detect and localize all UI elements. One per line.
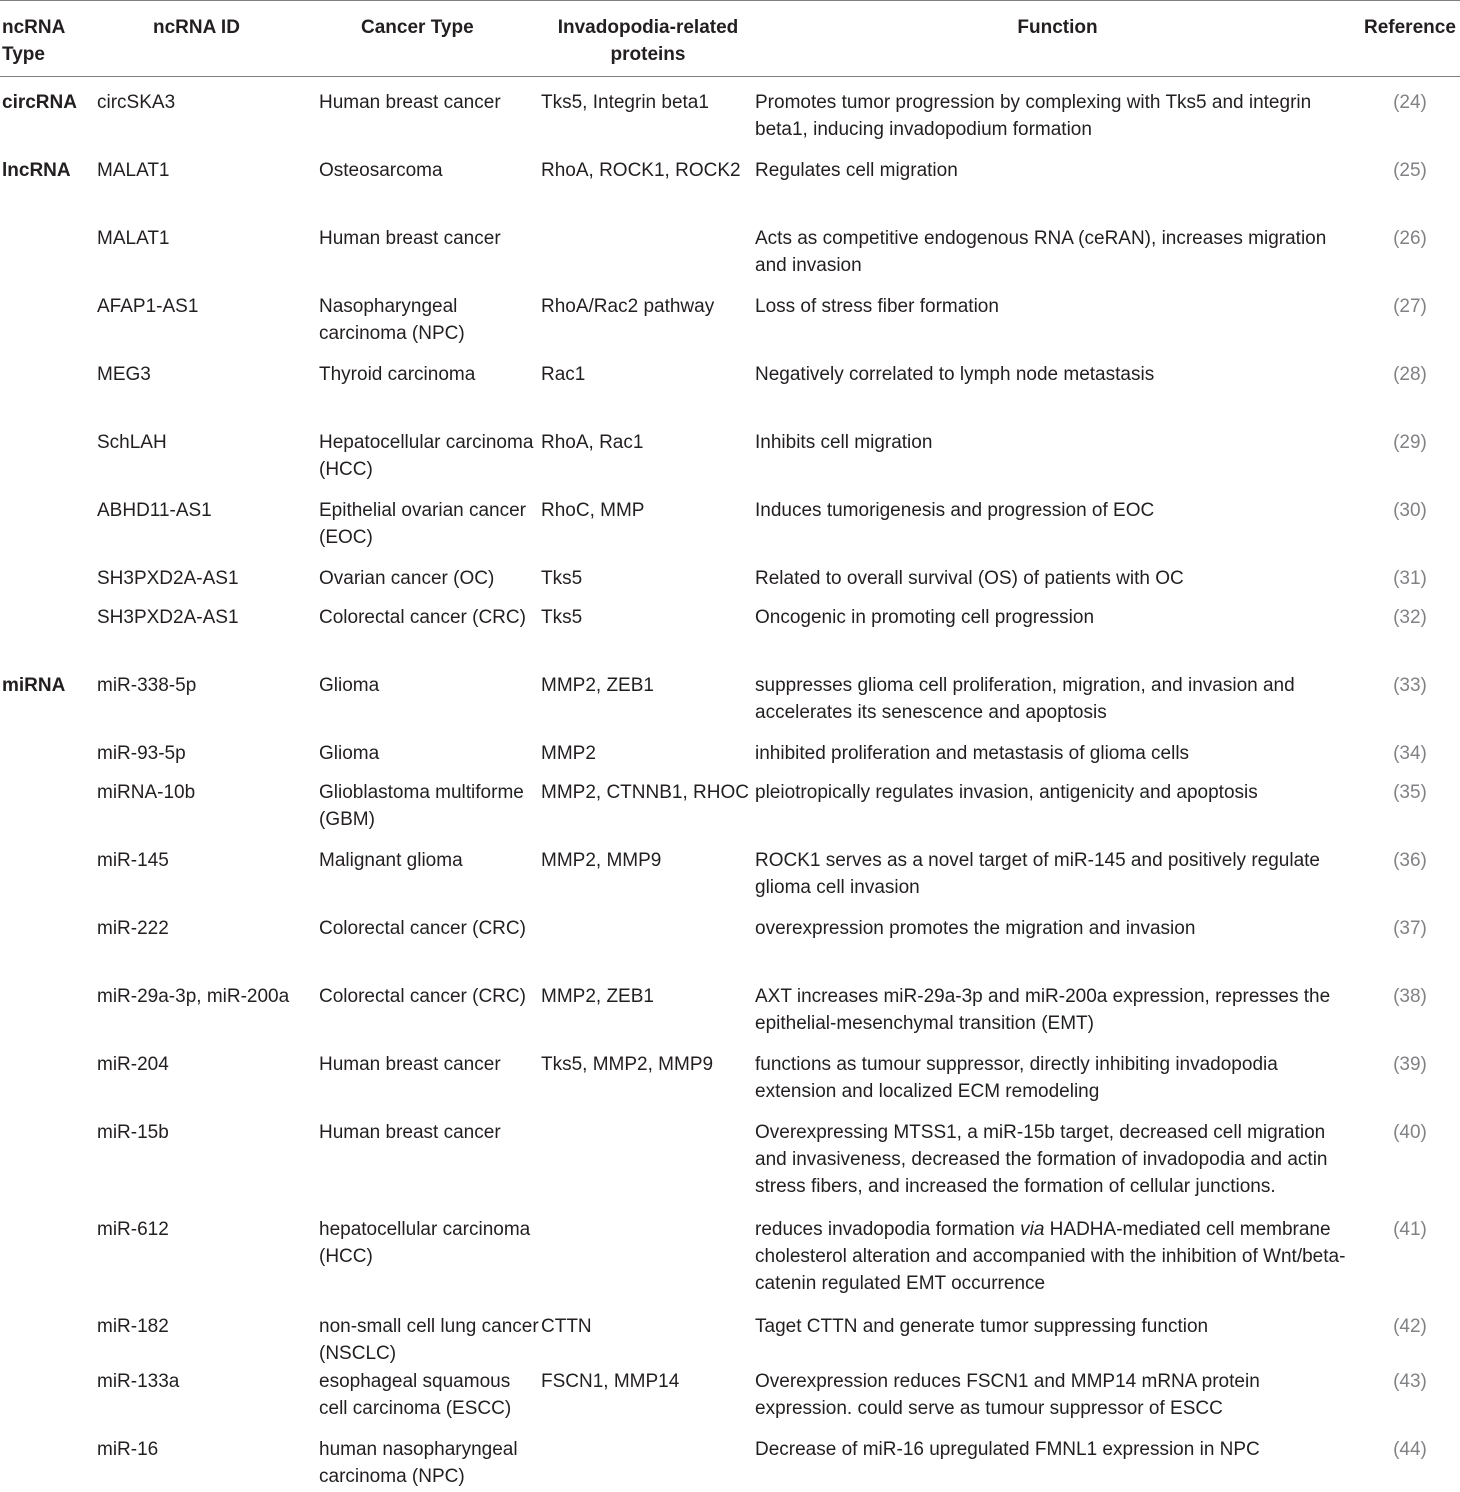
cell-cancer: Colorectal cancer (CRC) bbox=[319, 607, 526, 628]
cell-proteins: Tks5, MMP2, MMP9 bbox=[541, 1054, 714, 1075]
cell-reference: (43) bbox=[1393, 1371, 1427, 1392]
cell-function: ROCK1 serves as a novel target of miR-145 and positively regulate glioma cell invasion bbox=[755, 850, 1320, 898]
cell-cancer: Thyroid carcinoma bbox=[319, 364, 476, 385]
table-row bbox=[0, 485, 1460, 553]
header-function: Function bbox=[1017, 17, 1098, 38]
cell-type bbox=[0, 1039, 97, 1107]
cell-cancer: Malignant glioma bbox=[319, 850, 463, 871]
cell-proteins bbox=[541, 903, 755, 971]
cell-type bbox=[0, 213, 97, 281]
cell-proteins bbox=[541, 213, 755, 281]
cell-reference: (26) bbox=[1393, 228, 1427, 249]
cell-type bbox=[0, 1424, 97, 1492]
cell-function: AXT increases miR-29a-3p and miR-200a expression, represses the epithelial-mesenchymal transition (EMT) bbox=[755, 986, 1331, 1034]
header-cancer-type: Cancer Type bbox=[361, 17, 474, 38]
cell-proteins bbox=[541, 1107, 755, 1204]
cell-proteins: MMP2, ZEB1 bbox=[541, 986, 654, 1007]
cell-id: miR-16 bbox=[97, 1439, 159, 1460]
table-row bbox=[0, 213, 1460, 281]
cell-function: Negatively correlated to lymph node metastasis bbox=[755, 364, 1155, 385]
table-row bbox=[0, 145, 1460, 213]
cell-id: miR-204 bbox=[97, 1054, 169, 1075]
cell-function: Regulates cell migration bbox=[755, 160, 958, 181]
cell-type: lncRNA bbox=[2, 160, 71, 181]
cell-cancer: hepatocellular carcinoma (HCC) bbox=[319, 1219, 531, 1267]
table-row bbox=[0, 592, 1460, 660]
cell-proteins: RhoA, Rac1 bbox=[541, 432, 644, 453]
cell-id: miR-612 bbox=[97, 1219, 169, 1240]
header-ncrna-type: ncRNA Type bbox=[2, 17, 65, 65]
cell-reference: (44) bbox=[1393, 1439, 1427, 1460]
cell-function: Acts as competitive endogenous RNA (ceRAN), increases migration and invasion bbox=[755, 228, 1327, 276]
table-row bbox=[0, 77, 1460, 145]
cell-reference: (27) bbox=[1393, 296, 1427, 317]
cell-type bbox=[0, 1204, 97, 1301]
cell-id: miR-15b bbox=[97, 1122, 169, 1143]
cell-id: SH3PXD2A-AS1 bbox=[97, 568, 239, 589]
cell-type bbox=[0, 553, 97, 592]
cell-function: Taget CTTN and generate tumor suppressing function bbox=[755, 1316, 1209, 1337]
table-row bbox=[0, 767, 1460, 835]
cell-reference: (35) bbox=[1393, 782, 1427, 803]
cell-proteins bbox=[541, 1424, 755, 1492]
cell-function: Related to overall survival (OS) of patients with OC bbox=[755, 568, 1184, 589]
cell-type bbox=[0, 1356, 97, 1424]
cell-cancer: Human breast cancer bbox=[319, 228, 501, 249]
cell-reference: (42) bbox=[1393, 1316, 1427, 1337]
cell-function: Decrease of miR-16 upregulated FMNL1 expression in NPC bbox=[755, 1439, 1260, 1460]
table-row bbox=[0, 971, 1460, 1039]
cell-proteins: Rac1 bbox=[541, 364, 586, 385]
function-text-pre: reduces invadopodia formation bbox=[755, 1219, 1021, 1240]
table-row bbox=[0, 835, 1460, 903]
table-row bbox=[0, 728, 1460, 767]
cell-reference: (36) bbox=[1393, 850, 1427, 871]
cell-id: miR-93-5p bbox=[97, 743, 186, 764]
cell-proteins: Tks5 bbox=[541, 607, 583, 628]
cell-function: Overexpression reduces FSCN1 and MMP14 mRNA protein expression. could serve as tumour suppressor of ESCC bbox=[755, 1371, 1260, 1419]
cell-id: MEG3 bbox=[97, 364, 151, 385]
cell-cancer: Ovarian cancer (OC) bbox=[319, 568, 495, 589]
cell-cancer: Epithelial ovarian cancer (EOC) bbox=[319, 500, 527, 548]
cell-reference: (39) bbox=[1393, 1054, 1427, 1075]
cell-type bbox=[0, 281, 97, 349]
cell-proteins: Tks5 bbox=[541, 568, 583, 589]
table-row bbox=[0, 417, 1460, 485]
cell-cancer: Glioblastoma multiforme (GBM) bbox=[319, 782, 524, 830]
cell-id: SH3PXD2A-AS1 bbox=[97, 607, 239, 628]
function-text-post: HADHA-mediated cell membrane cholesterol alteration and accompanied with the inhibition of Wnt/beta-catenin regulated EMT occurrence bbox=[755, 1219, 1346, 1294]
cell-reference: (28) bbox=[1393, 364, 1427, 385]
function-text-italic: via bbox=[1020, 1219, 1045, 1240]
cell-type bbox=[0, 485, 97, 553]
cell-function: Inhibits cell migration bbox=[755, 432, 933, 453]
cell-type bbox=[0, 767, 97, 835]
cell-function: pleiotropically regulates invasion, antigenicity and apoptosis bbox=[755, 782, 1258, 803]
table-row bbox=[0, 903, 1460, 971]
cell-type: circRNA bbox=[2, 92, 77, 113]
cell-type bbox=[0, 835, 97, 903]
table-row bbox=[0, 553, 1460, 592]
cell-reference: (25) bbox=[1393, 160, 1427, 181]
cell-cancer: Glioma bbox=[319, 743, 380, 764]
cell-function: inhibited proliferation and metastasis of glioma cells bbox=[755, 743, 1190, 764]
cell-id: MALAT1 bbox=[97, 160, 170, 181]
cell-cancer: non-small cell lung cancer (NSCLC) bbox=[319, 1316, 539, 1364]
cell-function: Overexpressing MTSS1, a miR-15b target, decreased cell migration and invasiveness, decreased the formation of invadopodia and actin stress fibers, and increased the formation of cellular junctions. bbox=[755, 1122, 1328, 1197]
cell-proteins: MMP2, CTNNB1, RHOC bbox=[541, 782, 749, 803]
table-row bbox=[0, 1424, 1460, 1492]
cell-id: miR-182 bbox=[97, 1316, 169, 1337]
cell-function: Induces tumorigenesis and progression of EOC bbox=[755, 500, 1155, 521]
cell-type bbox=[0, 1301, 97, 1356]
header-reference: Reference bbox=[1364, 17, 1456, 38]
cell-reference: (40) bbox=[1393, 1122, 1427, 1143]
cell-id: AFAP1-AS1 bbox=[97, 296, 199, 317]
cell-id: miR-133a bbox=[97, 1371, 180, 1392]
cell-id: miR-222 bbox=[97, 918, 169, 939]
cell-proteins: CTTN bbox=[541, 1316, 592, 1337]
table-row bbox=[0, 660, 1460, 728]
cell-cancer: Colorectal cancer (CRC) bbox=[319, 918, 526, 939]
cell-type bbox=[0, 592, 97, 660]
cell-id: MALAT1 bbox=[97, 228, 170, 249]
cell-cancer: Human breast cancer bbox=[319, 1122, 501, 1143]
cell-type bbox=[0, 728, 97, 767]
cell-id: miR-29a-3p, miR-200a bbox=[97, 986, 290, 1007]
cell-proteins bbox=[541, 1204, 755, 1301]
table-row bbox=[0, 349, 1460, 417]
cell-reference: (41) bbox=[1393, 1219, 1427, 1240]
table-row bbox=[0, 1039, 1460, 1107]
cell-id: miRNA-10b bbox=[97, 782, 196, 803]
cell-reference: (31) bbox=[1393, 568, 1427, 589]
cell-function: Loss of stress fiber formation bbox=[755, 296, 999, 317]
cell-proteins: RhoA/Rac2 pathway bbox=[541, 296, 715, 317]
table-row bbox=[0, 1356, 1460, 1424]
cell-reference: (33) bbox=[1393, 675, 1427, 696]
cell-cancer: Human breast cancer bbox=[319, 92, 501, 113]
cell-reference: (30) bbox=[1393, 500, 1427, 521]
cell-type bbox=[0, 971, 97, 1039]
cell-id: ABHD11-AS1 bbox=[97, 500, 212, 521]
cell-type bbox=[0, 1107, 97, 1204]
cell-reference: (24) bbox=[1393, 92, 1427, 113]
cell-type bbox=[0, 349, 97, 417]
cell-proteins: RhoA, ROCK1, ROCK2 bbox=[541, 160, 741, 181]
cell-type bbox=[0, 903, 97, 971]
cell-id: miR-145 bbox=[97, 850, 169, 871]
table-header bbox=[0, 1, 1460, 77]
header-proteins: Invadopodia-related proteins bbox=[557, 17, 739, 65]
cell-function: functions as tumour suppressor, directly inhibiting invadopodia extension and localized ECM remodeling bbox=[755, 1054, 1278, 1102]
cell-cancer: Hepatocellular carcinoma (HCC) bbox=[319, 432, 534, 480]
cell-reference: (32) bbox=[1393, 607, 1427, 628]
cell-cancer: Nasopharyngeal carcinoma (NPC) bbox=[319, 296, 465, 344]
table-row bbox=[0, 1204, 1460, 1301]
cell-id: miR-338-5p bbox=[97, 675, 197, 696]
cell-type bbox=[0, 417, 97, 485]
cell-id: circSKA3 bbox=[97, 92, 176, 113]
cell-cancer: Glioma bbox=[319, 675, 380, 696]
cell-proteins: Tks5, Integrin beta1 bbox=[541, 92, 709, 113]
cell-function: suppresses glioma cell proliferation, migration, and invasion and accelerates its senescence and apoptosis bbox=[755, 675, 1295, 723]
cell-proteins: FSCN1, MMP14 bbox=[541, 1371, 680, 1392]
cell-type: miRNA bbox=[2, 675, 66, 696]
table-row bbox=[0, 1107, 1460, 1204]
cell-function: Promotes tumor progression by complexing with Tks5 and integrin beta1, inducing invadopodium formation bbox=[755, 92, 1312, 140]
cell-function: Oncogenic in promoting cell progression bbox=[755, 607, 1095, 628]
table-row bbox=[0, 281, 1460, 349]
cell-proteins: MMP2 bbox=[541, 743, 596, 764]
cell-cancer: Colorectal cancer (CRC) bbox=[319, 986, 526, 1007]
cell-cancer: Osteosarcoma bbox=[319, 160, 443, 181]
cell-function: overexpression promotes the migration and invasion bbox=[755, 918, 1196, 939]
header-ncrna-id: ncRNA ID bbox=[153, 17, 240, 38]
cell-proteins: MMP2, MMP9 bbox=[541, 850, 662, 871]
cell-id: SchLAH bbox=[97, 432, 167, 453]
cell-function bbox=[755, 1204, 1360, 1301]
cell-cancer: human nasopharyngeal carcinoma (NPC) bbox=[319, 1439, 518, 1487]
cell-proteins: RhoC, MMP bbox=[541, 500, 645, 521]
cell-reference: (34) bbox=[1393, 743, 1427, 764]
table-row bbox=[0, 1301, 1460, 1364]
cell-reference: (37) bbox=[1393, 918, 1427, 939]
cell-reference: (29) bbox=[1393, 432, 1427, 453]
cell-reference: (38) bbox=[1393, 986, 1427, 1007]
cell-cancer: Human breast cancer bbox=[319, 1054, 501, 1075]
cell-proteins: MMP2, ZEB1 bbox=[541, 675, 654, 696]
cell-cancer: esophageal squamous cell carcinoma (ESCC) bbox=[319, 1371, 512, 1419]
